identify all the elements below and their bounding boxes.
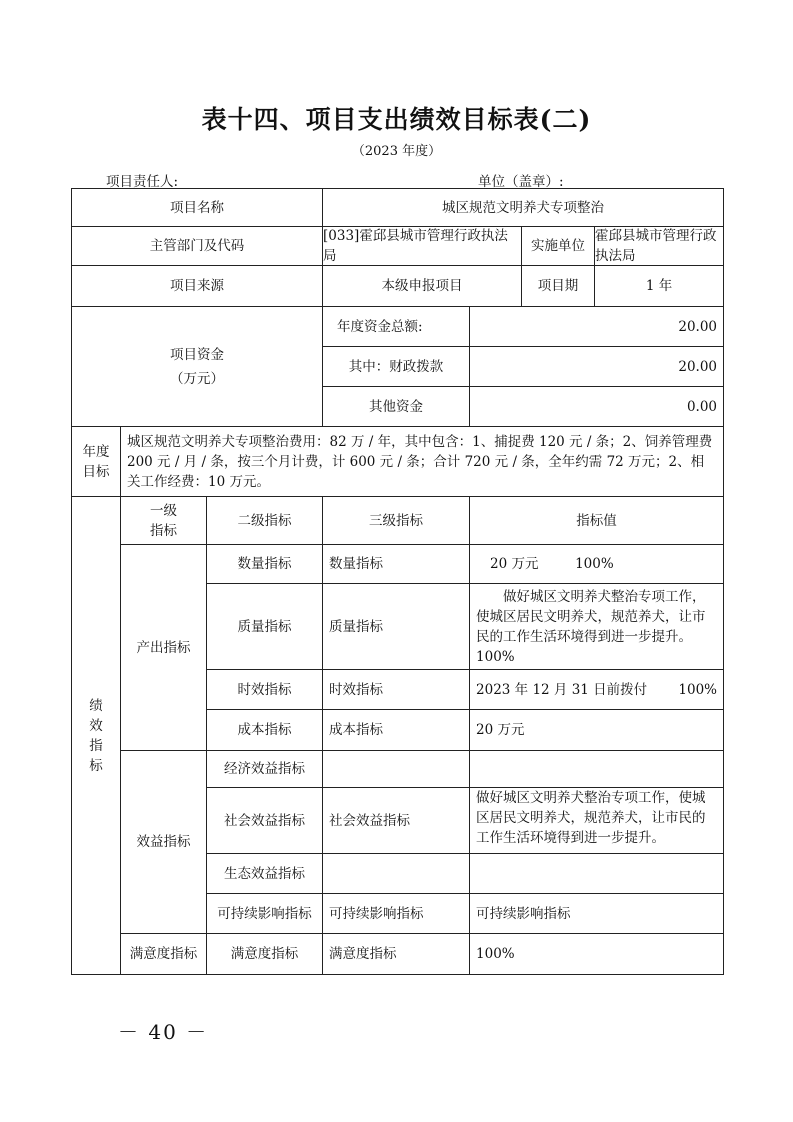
quality-value-cell [470,584,724,670]
cost-l3: 成本指标 [323,710,470,751]
project-source-label: 项目来源 [72,266,323,307]
project-funds-label-line1: 项目资金 [170,346,224,363]
ecological-l2: 生态效益指标 [207,854,323,894]
satisfaction-indicator-row [72,934,724,975]
report-year: （2023 年度） [351,144,442,159]
timeliness-l2: 时效指标 [207,670,323,710]
section-char-2: 效 [89,717,103,734]
project-funds-label [72,307,323,427]
annual-total-label: 年度资金总额: [323,307,470,347]
funds-total-row [72,307,724,347]
project-period-label: 项目期 [521,266,594,306]
annual-goal-label-line1: 年度 [82,443,110,460]
cost-l2: 成本指标 [207,710,323,751]
quantity-value: 20 万元 [490,556,539,572]
page-number: － 40 － [118,1020,209,1044]
social-l3: 社会效益指标 [323,788,470,854]
fiscal-allocation-value: 20.00 [470,347,724,387]
performance-indicator-section-label [72,497,121,975]
project-funds-label-line2: （万元） [170,370,224,387]
timeliness-l3: 时效指标 [323,670,470,710]
project-period-value: 1 年 [594,266,723,306]
quality-l2: 质量指标 [207,584,323,670]
annual-total-value: 20.00 [470,307,724,347]
timeliness-value-cell [470,670,724,710]
quantity-l2: 数量指标 [207,545,323,584]
economic-l2: 经济效益指标 [207,751,323,788]
timeliness-value: 2023 年 12 月 31 日前拨付 [476,681,648,698]
page-title: 表十四、项目支出绩效目标表(二) [201,105,592,134]
quality-value: 做好城区文明养犬整治专项工作，使城区居民文明养犬，规范养犬，让市民的工作生活环境得到进一步提升。 [476,588,706,645]
department-row [72,227,724,266]
header-level1-line2: 指标 [150,522,177,539]
economic-value-empty [470,751,724,788]
other-funds-value: 0.00 [470,387,724,427]
responsible-person-label: 项目责任人: [106,174,179,190]
project-source-value: 本级申报项目 [381,278,463,294]
department-label: 主管部门及代码 [72,227,323,266]
sustainable-l3: 可持续影响指标 [323,894,470,934]
header-level1 [121,497,207,545]
cost-value: 20 万元 [470,710,724,751]
project-name-label: 项目名称 [72,189,323,227]
implementing-unit-label: 实施单位 [521,227,594,265]
sustainable-value: 可持续影响指标 [470,894,724,934]
department-value: [033]霍邱县城市管理行政执法局 [323,228,508,264]
section-char-4: 标 [89,757,103,774]
satisfaction-l2: 满意度指标 [207,934,323,975]
quality-l3: 质量指标 [323,584,470,670]
benefit-indicator-label: 效益指标 [121,751,207,934]
section-char-1: 绩 [89,697,103,714]
timeliness-pct: 100% [678,681,718,698]
quality-pct: 100% [476,648,515,665]
satisfaction-value: 100% [470,934,724,975]
implementing-unit-value: 霍邱县城市管理行政执法局 [594,227,723,265]
social-value: 做好城区文明养犬整治专项工作，使城区居民文明养犬，规范养犬，让市民的工作生活环境得到进一步提升。 [470,788,724,854]
output-indicator-label: 产出指标 [121,545,207,751]
project-source-row [72,266,724,307]
annual-goal-label-line2: 目标 [82,463,110,480]
annual-goal-text: 城区规范文明养犬专项整治费用：82 万 / 年，其中包含：1、捕捉费 120 元 / 条；2、饲养管理费 200 元 / 月 / 条，按三个月计费，计 600 元 / 条；合计 720 元 / 条，全年约需 72 万元；2、相关工作经费：10 万元。 [121,427,724,497]
unit-seal-label: 单位（盖章）: [478,174,564,190]
quantity-pct: 100% [575,556,614,572]
header-level3: 三级指标 [323,497,470,545]
ecological-l3-empty [323,854,470,894]
project-name-value: 城区规范文明养犬专项整治 [323,189,724,227]
section-char-3: 指 [89,737,103,754]
satisfaction-l3: 满意度指标 [323,934,470,975]
fiscal-allocation-label: 其中：财政拨款 [323,347,470,387]
quantity-l3: 数量指标 [323,545,470,584]
other-funds-label: 其他资金 [323,387,470,427]
annual-goal-label [72,427,121,497]
social-l2: 社会效益指标 [207,788,323,854]
quantity-indicator-row [72,545,724,584]
economic-l3-empty [323,751,470,788]
satisfaction-label: 满意度指标 [121,934,207,975]
header-level1-line1: 一级 [150,502,177,519]
annual-goal-row [72,427,724,497]
indicator-header-row [72,497,724,545]
quantity-value-cell [470,545,724,584]
ecological-value-empty [470,854,724,894]
economic-indicator-row [72,751,724,788]
header-indicator-value: 指标值 [470,497,724,545]
header-level2: 二级指标 [207,497,323,545]
sustainable-l2: 可持续影响指标 [207,894,323,934]
project-name-row [72,189,724,227]
performance-target-table [71,188,724,975]
